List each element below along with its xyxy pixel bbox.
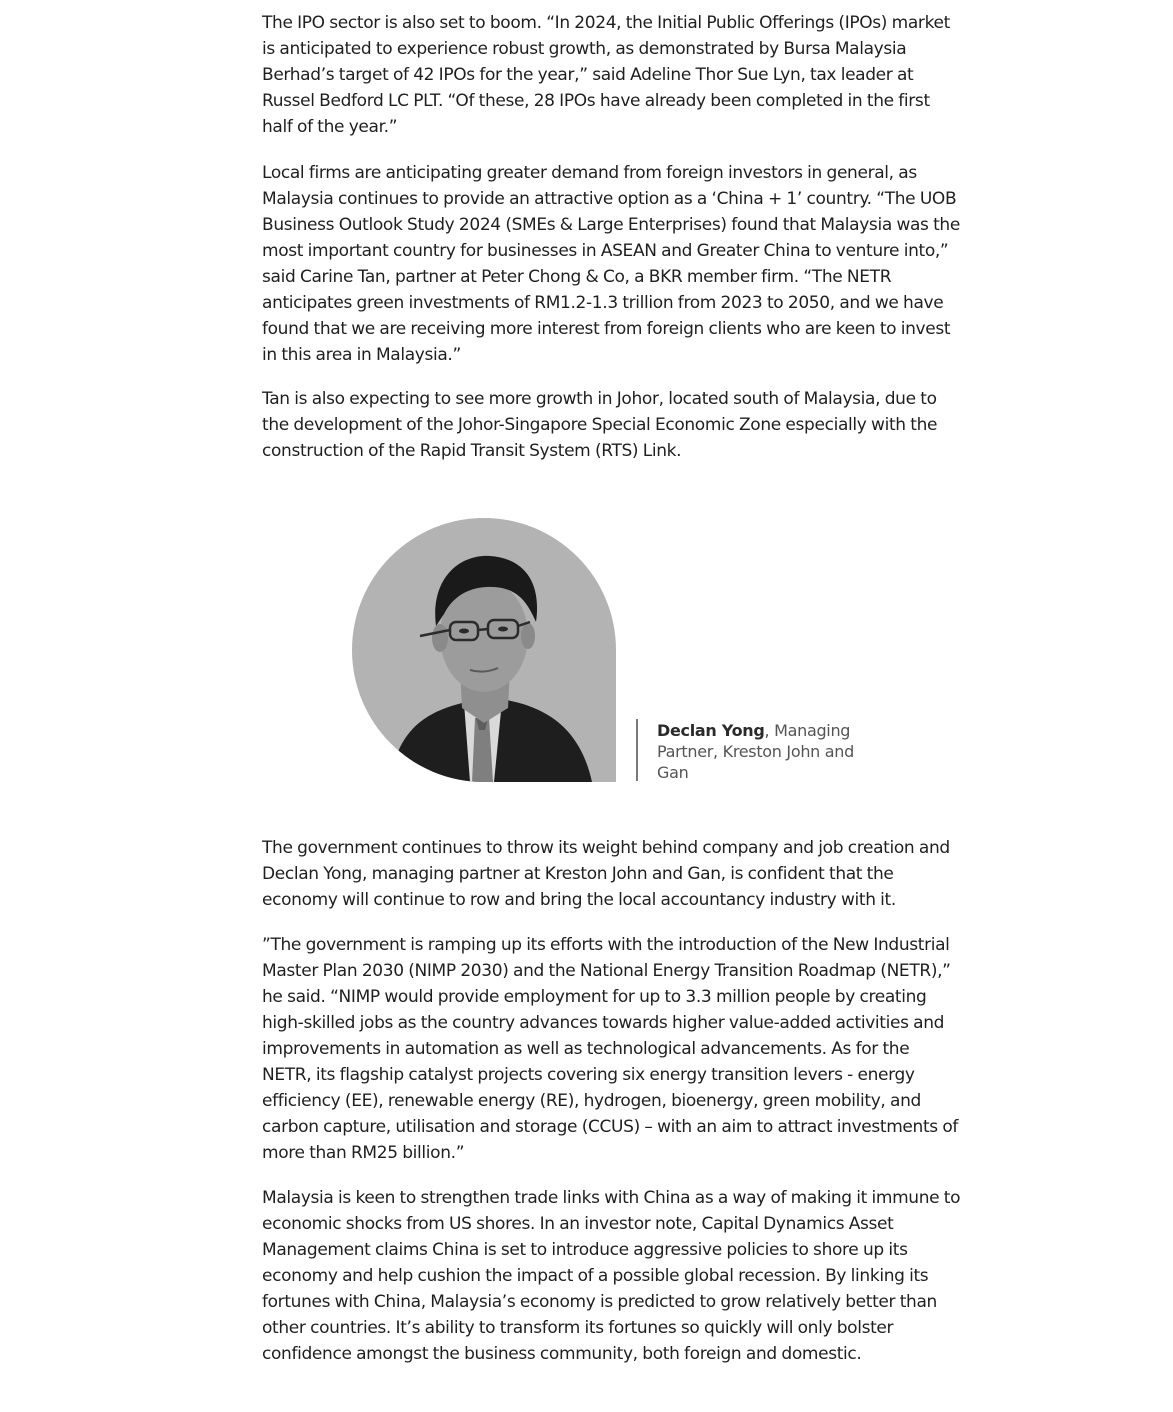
article-paragraph-ipo: The IPO sector is also set to boom. “In 2024, the Initial Public Offerings (IPOs) market is anticipated to experience robust growth, as demonstrated by Bursa Malaysia Berhad’s target of 42 IPOs for the year,” said Adeline Thor Sue Lyn, tax leader at Russel Bedford LC PLT. “Of these, 28 IPOs have already been completed in the first half of the year.” — [262, 13, 950, 137]
article-paragraph-nimp-netr: ”The government is ramping up its efforts with the introduction of the New Industrial Master Plan 2030 (NIMP 2030) and the National Energy Transition Roadmap (NETR),” he said. “NIMP would provide employment for up to 3.3 million people by creating high-skilled jobs as the country advances towards higher value-added activities and improvements in automation as well as technological advancements. As for the NETR, its flagship catalyst projects covering six energy transition levers - energy efficiency (EE), renewable energy (RE), hydrogen, bioenergy, green mobility, and carbon capture, utilisation and storage (CCUS) – with an aim to attract investments of more than RM25 billion.” — [262, 935, 959, 1163]
article-paragraph-government: The government continues to throw its weight behind company and job creation and Declan Yong, managing partner at Kreston John and Gan, is confident that the economy will continue to row and bring the local accountancy industry with it. — [262, 838, 950, 910]
caption-divider — [636, 719, 638, 781]
profile-caption — [657, 720, 857, 783]
profile-photo — [352, 518, 616, 782]
article-paragraph-foreign-investors: Local firms are anticipating greater demand from foreign investors in general, as Malaysia continues to provide an attractive option as a ‘China + 1’ country. “The UOB Business Outlook Study 2024 (SMEs & Large Enterprises) found that Malaysia was the most important country for businesses in ASEAN and Greater China to venture into,” said Carine Tan, partner at Peter Chong & Co, a BKR member firm. “The NETR anticipates green investments of RM1.2-1.3 trillion from 2023 to 2050, and we have found that we are receiving more interest from foreign clients who are keen to invest in this area in Malaysia.” — [262, 163, 960, 365]
profile-role: , Managing Partner, Kreston John and Gan — [657, 721, 854, 782]
article-paragraph-johor: Tan is also expecting to see more growth in Johor, located south of Malaysia, due to the development of the Johor-Singapore Special Economic Zone especially with the construction of the Rapid Transit System (RTS) Link. — [262, 389, 938, 461]
profile-block — [352, 518, 854, 783]
article-paragraph-china-links: Malaysia is keen to strengthen trade links with China as a way of making it immune to economic shocks from US shores. In an investor note, Capital Dynamics Asset Management claims China is set to introduce aggressive policies to shore up its economy and help cushion the impact of a possible global recession. By linking its fortunes with China, Malaysia’s economy is predicted to grow relatively better than other countries. It’s ability to transform its fortunes so quickly will only bolster confidence amongst the business community, both foreign and domestic. — [262, 1188, 961, 1364]
profile-name: Declan Yong — [657, 721, 765, 740]
